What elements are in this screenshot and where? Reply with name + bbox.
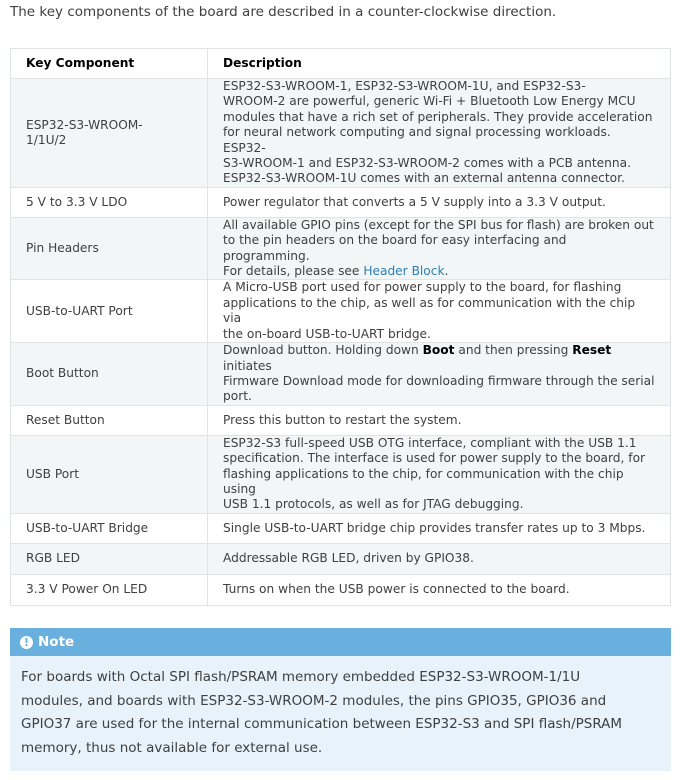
table-row (11, 280, 671, 343)
table-row (11, 217, 671, 280)
component-name-cell (11, 574, 208, 605)
table-row (11, 343, 671, 406)
component-name: Reset Button (26, 412, 105, 427)
column-header-key-component: Key Component (11, 49, 208, 79)
note-title: Note (38, 634, 75, 650)
component-name-cell (11, 280, 208, 343)
component-name: USB Port (26, 466, 80, 481)
description-cell (208, 343, 671, 406)
component-name: Pin Headers (26, 240, 99, 255)
component-name: ESP32-S3-WROOM-1/1U/2 (26, 117, 143, 147)
table-header-row (11, 49, 671, 79)
note-admonition (10, 628, 671, 771)
component-name-cell (11, 435, 208, 513)
description-text: ESP32-S3 full-speed USB OTG interface, compliant with the USB 1.1 specification. The interface is used for power supply to the board, for flashing applications to the chip, for communication with the chip using USB 1.1 protocols, as well as for JTAG debugging. (223, 435, 646, 512)
description-text: All available GPIO pins (except for the SPI bus for flash) are broken out to the pin headers on the board for easy interfacing and programming. For details, please see Header Block. (223, 217, 654, 279)
description-text: Turns on when the USB power is connected to the board. (223, 582, 570, 597)
description-text: Power regulator that converts a 5 V supply into a 3.3 V output. (223, 194, 606, 209)
component-name-cell (11, 187, 208, 217)
component-name-cell (11, 79, 208, 188)
component-name-cell (11, 343, 208, 406)
component-name-cell (11, 543, 208, 574)
description-cell (208, 187, 671, 217)
description-cell (208, 280, 671, 343)
table-row (11, 79, 671, 188)
component-name-cell (11, 217, 208, 280)
description-text: Download button. Holding down Boot and then pressing Reset initiates Firmware Download mode for downloading firmware through the serial port. (223, 343, 655, 404)
description-text: Addressable RGB LED, driven by GPIO38. (223, 551, 474, 566)
description-cell (208, 574, 671, 605)
component-name: 5 V to 3.3 V LDO (26, 194, 128, 209)
component-name: USB-to-UART Port (26, 303, 133, 318)
component-name: 3.3 V Power On LED (26, 582, 148, 597)
table-row (11, 187, 671, 217)
description-text: ESP32-S3-WROOM-1, ESP32-S3-WROOM-1U, and ESP32-S3- WROOM-2 are powerful, generic Wi-Fi + Bluetooth Low Energy MCU modules that have a rich set of peripherals. They provide acceleration for neural network computing and signal processing workloads. ESP32- S3-WROOM-1 and ESP32-S3-WROOM-2 comes with a PCB antenna. ESP32-S3-WROOM-1U comes with an external antenna connector. (223, 79, 653, 186)
component-name: RGB LED (26, 551, 81, 566)
description-text: Press this button to restart the system. (223, 412, 462, 427)
description-cell (208, 543, 671, 574)
note-body: For boards with Octal SPI flash/PSRAM memory embedded ESP32-S3-WROOM-1/1U modules, and boards with ESP32-S3-WROOM-2 modules, the pins GPIO35, GPIO36 and GPIO37 are used for the internal communication between ESP32-S3 and SPI flash/PSRAM memory, thus not available for external use. (21, 669, 623, 756)
component-name: USB-to-UART Bridge (26, 520, 149, 535)
info-icon: ! (20, 636, 33, 649)
description-text: A Micro-USB port used for power supply to the board, for flashing applications to the chip, as well as for communication with the chip via the on-board USB-to-UART bridge. (223, 280, 636, 341)
note-title-bar (10, 628, 671, 656)
table-row (11, 405, 671, 435)
description-cell (208, 217, 671, 280)
description-cell (208, 435, 671, 513)
component-name: Boot Button (26, 366, 99, 381)
header-block-link[interactable]: Header Block (363, 264, 445, 279)
key-components-table (10, 48, 671, 606)
table-row (11, 513, 671, 543)
table-row (11, 543, 671, 574)
intro-text: The key components of the board are described in a counter-clockwise direction. (10, 4, 557, 20)
description-cell (208, 79, 671, 188)
description-cell (208, 405, 671, 435)
description-text: Single USB-to-UART bridge chip provides transfer rates up to 3 Mbps. (223, 520, 646, 535)
table-row (11, 574, 671, 605)
component-name-cell (11, 405, 208, 435)
column-header-description: Description (208, 49, 671, 79)
component-name-cell (11, 513, 208, 543)
table-row (11, 435, 671, 513)
description-cell (208, 513, 671, 543)
